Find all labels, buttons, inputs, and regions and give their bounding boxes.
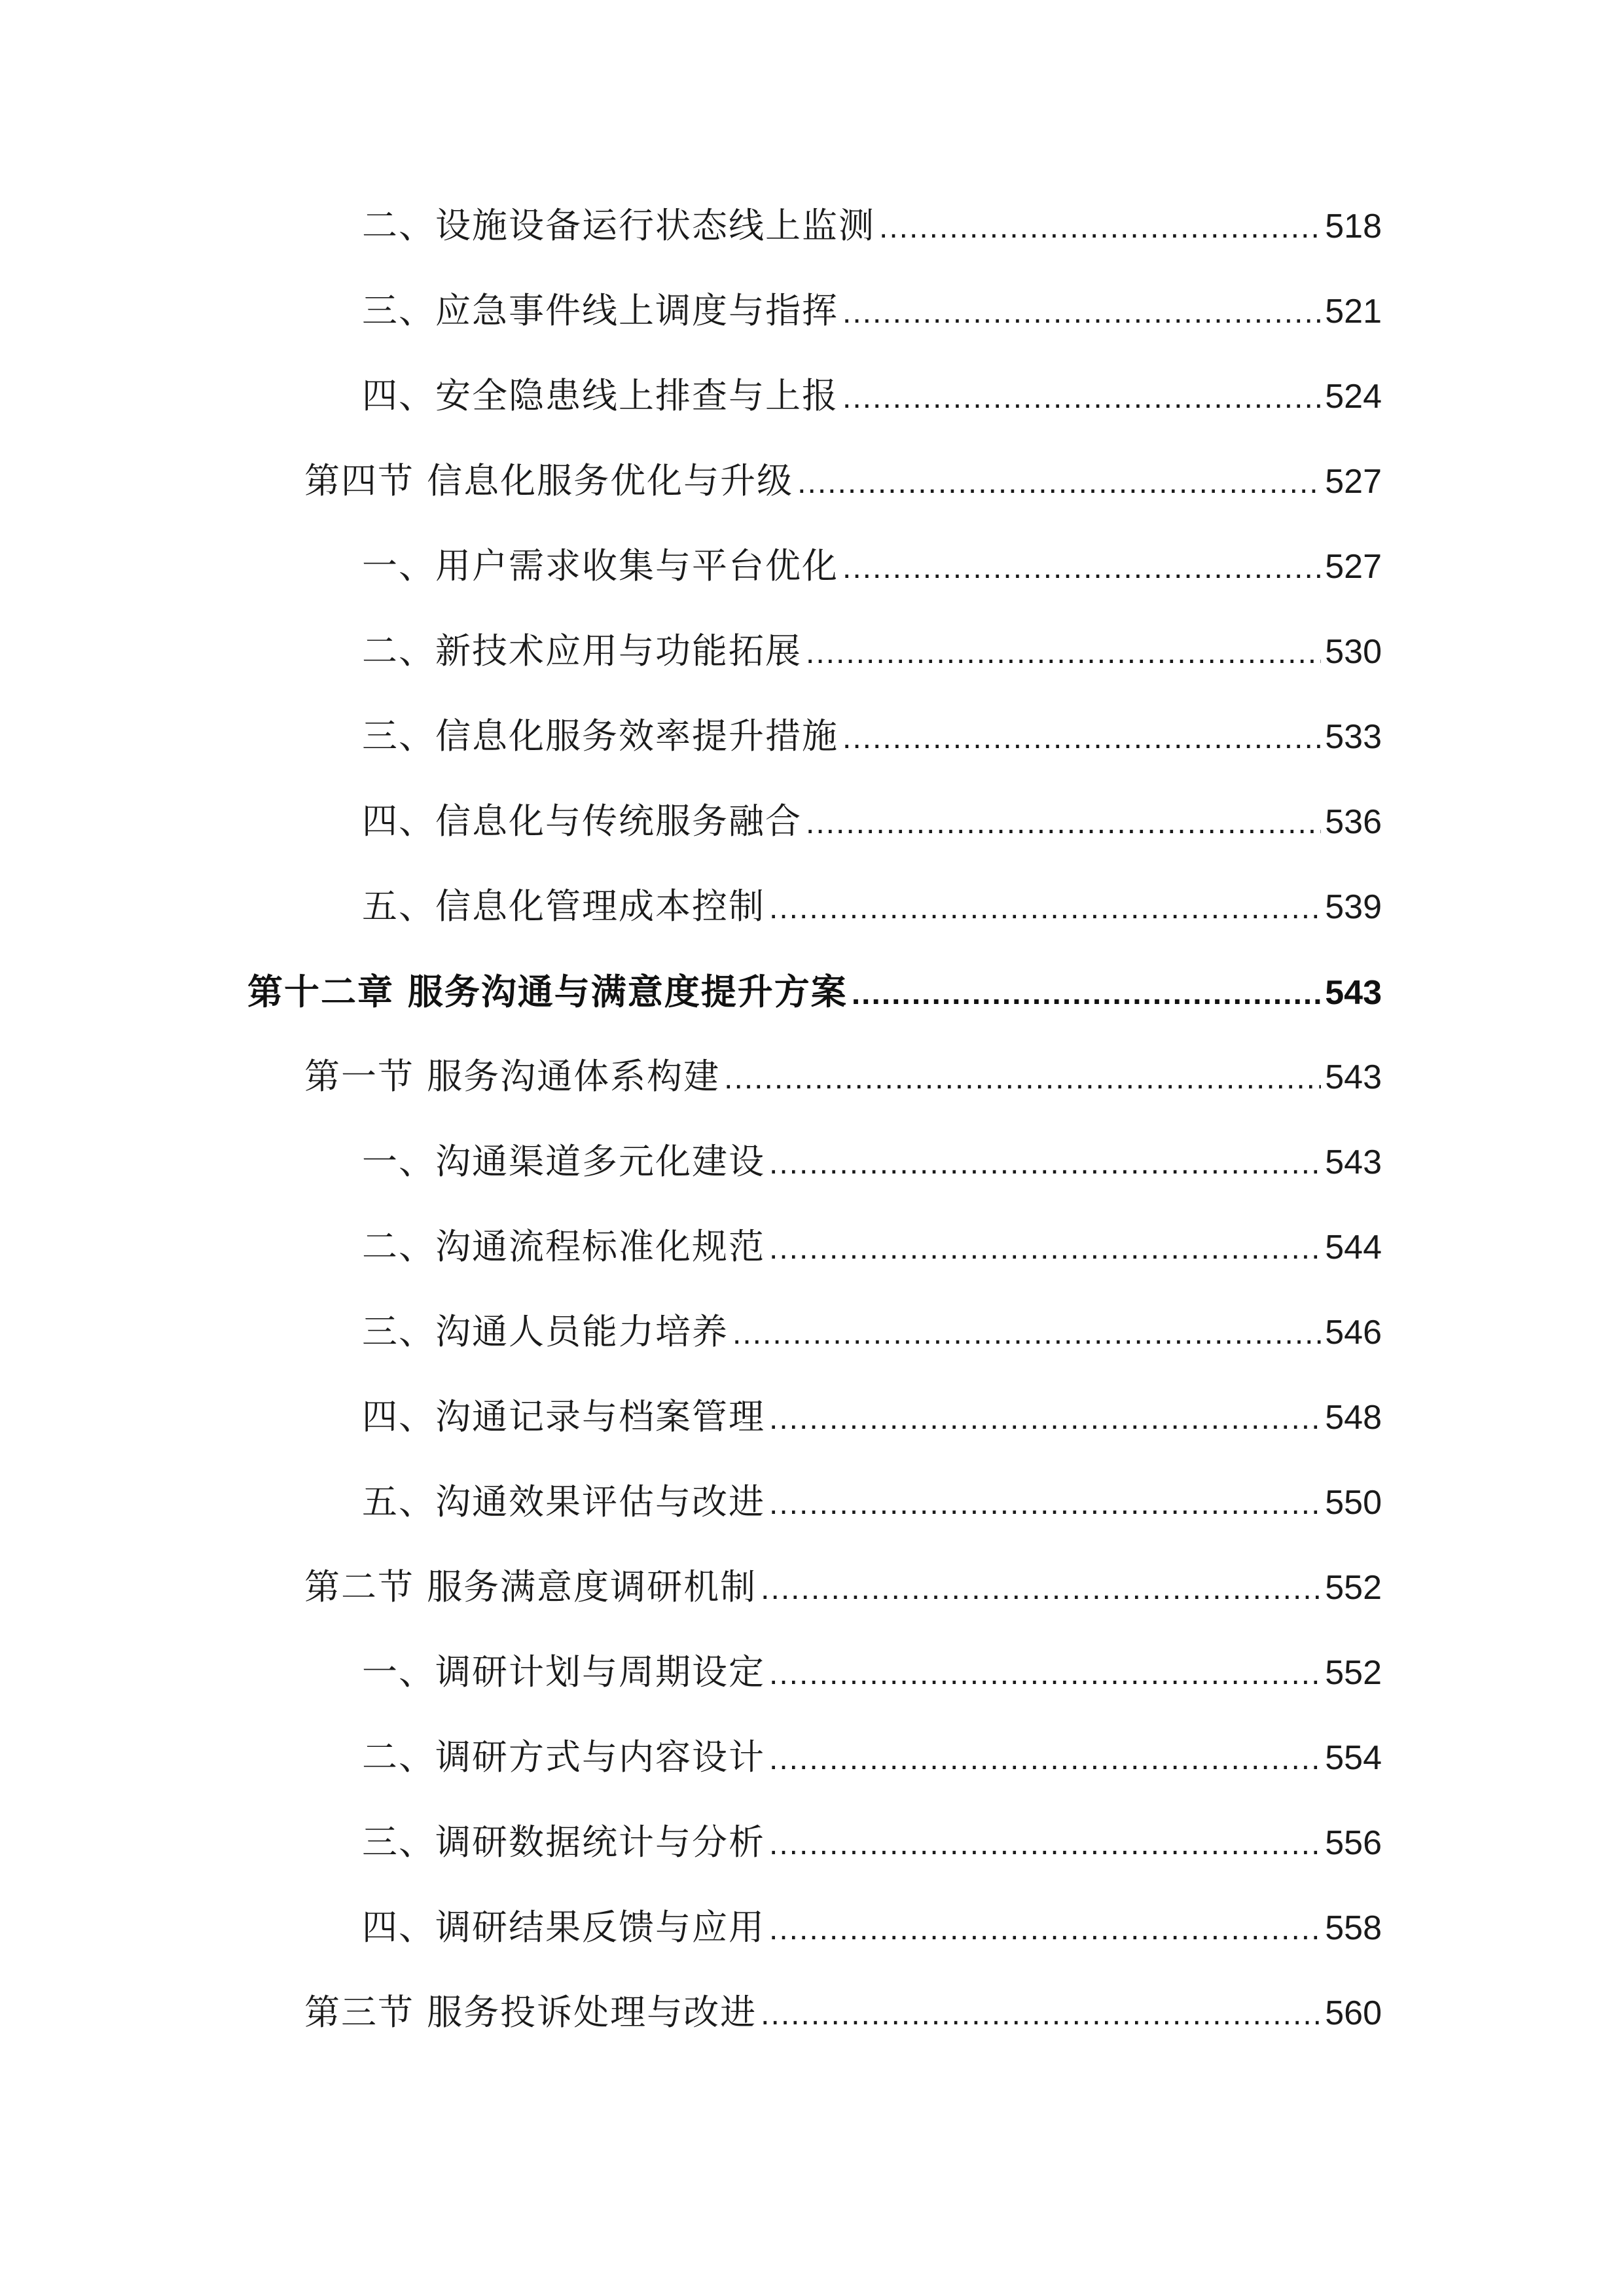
toc-dot-leader: [842, 283, 1321, 342]
toc-page-number: 543: [1325, 974, 1382, 1012]
toc-page-number: 543: [1325, 1058, 1382, 1096]
toc-entry-title: 四、安全隐患线上排查与上报: [362, 375, 839, 416]
toc-page-number: 552: [1325, 1569, 1382, 1607]
toc-page-number: 560: [1325, 1994, 1382, 2032]
toc-entry-title: 四、调研结果反馈与应用: [362, 1907, 765, 1948]
toc-dot-leader: [769, 1645, 1321, 1704]
toc-page-number: 539: [1325, 888, 1382, 926]
toc-entry-title: 第一节 服务沟通体系构建: [304, 1056, 721, 1097]
toc-entry[interactable]: [362, 877, 1382, 936]
toc-entry[interactable]: [362, 1132, 1382, 1191]
toc-entry-title: 第二节 服务满意度调研机制: [304, 1566, 757, 1607]
toc-dot-leader: [879, 198, 1321, 257]
toc-dot-leader: [769, 879, 1321, 938]
toc-dot-leader: [732, 1304, 1321, 1363]
toc-entry[interactable]: [362, 281, 1382, 340]
toc-entry[interactable]: [362, 622, 1382, 681]
toc-dot-leader: [842, 368, 1321, 427]
toc-entry[interactable]: [304, 1047, 1382, 1106]
toc-page-number: 550: [1325, 1484, 1382, 1522]
toc-page-number: 546: [1325, 1314, 1382, 1352]
toc-entry[interactable]: [362, 1302, 1382, 1361]
toc-dot-leader: [769, 1900, 1321, 1959]
toc-dot-leader: [769, 1815, 1321, 1874]
toc-page-number: 533: [1325, 718, 1382, 756]
toc-dot-leader: [842, 539, 1321, 598]
toc-entry[interactable]: [362, 1473, 1382, 1532]
toc-page-number: 524: [1325, 378, 1382, 416]
toc-entry-title: 三、应急事件线上调度与指挥: [362, 290, 839, 331]
toc-entry[interactable]: [304, 1558, 1382, 1617]
toc-entry-title: 第三节 服务投诉处理与改进: [304, 1992, 757, 2033]
toc-dot-leader: [797, 454, 1321, 512]
toc-dot-leader: [806, 624, 1321, 683]
toc-page-number: 543: [1325, 1143, 1382, 1181]
toc-entry-title: 一、沟通渠道多元化建设: [362, 1141, 765, 1182]
toc-page-number: 530: [1325, 633, 1382, 671]
toc-entry-title: 四、信息化与传统服务融合: [362, 800, 802, 842]
toc-dot-leader: [761, 1560, 1321, 1619]
toc-entry[interactable]: [362, 1898, 1382, 1957]
toc-entry-title: 二、新技术应用与功能拓展: [362, 630, 802, 672]
toc-page-number: 558: [1325, 1909, 1382, 1947]
toc-entry[interactable]: [362, 1388, 1382, 1446]
toc-page-number: 556: [1325, 1824, 1382, 1862]
toc-dot-leader: [769, 1475, 1321, 1534]
toc-dot-leader: [769, 1730, 1321, 1789]
toc-entry[interactable]: [362, 792, 1382, 851]
toc-entry[interactable]: [362, 537, 1382, 596]
toc-entry-title: 二、设施设备运行状态线上监测: [362, 205, 875, 246]
toc-page-number: 518: [1325, 207, 1382, 245]
toc-page-number: 527: [1325, 463, 1382, 501]
toc-entry-title: 五、沟通效果评估与改进: [362, 1481, 765, 1522]
toc-dot-leader: [724, 1049, 1321, 1108]
toc-entry-title: 三、沟通人员能力培养: [362, 1311, 729, 1352]
toc-dot-leader: [769, 1134, 1321, 1193]
toc-dot-leader: [769, 1219, 1321, 1278]
toc-entry-title: 五、信息化管理成本控制: [362, 886, 765, 927]
toc-entry-title: 一、用户需求收集与平台优化: [362, 545, 839, 586]
toc-entry-title: 三、信息化服务效率提升措施: [362, 715, 839, 757]
toc-entry[interactable]: [247, 962, 1382, 1021]
toc-entry-title: 四、沟通记录与档案管理: [362, 1396, 765, 1437]
toc-entry-title: 一、调研计划与周期设定: [362, 1651, 765, 1693]
toc-entry-title: 二、调研方式与内容设计: [362, 1736, 765, 1778]
toc-entry[interactable]: [362, 1643, 1382, 1702]
toc-entry[interactable]: [304, 452, 1382, 511]
toc-page-number: 552: [1325, 1654, 1382, 1692]
toc-dot-leader: [842, 709, 1321, 768]
toc-entry[interactable]: [362, 1217, 1382, 1276]
toc-page-number: 548: [1325, 1399, 1382, 1437]
toc-entry[interactable]: [362, 1728, 1382, 1787]
toc-entry[interactable]: [362, 367, 1382, 425]
toc-dot-leader: [806, 794, 1321, 853]
toc-entry-title: 二、沟通流程标准化规范: [362, 1226, 765, 1267]
toc-entry-title: 第十二章 服务沟通与满意度提升方案: [247, 971, 848, 1013]
toc-page-number: 544: [1325, 1229, 1382, 1266]
toc-entry[interactable]: [362, 196, 1382, 255]
toc-entry[interactable]: [362, 1813, 1382, 1872]
toc-page-number: 554: [1325, 1739, 1382, 1777]
toc-dot-leader: [761, 1985, 1321, 2044]
toc-page-number: 521: [1325, 293, 1382, 331]
toc-page-number: 527: [1325, 548, 1382, 586]
toc-entry-title: 三、调研数据统计与分析: [362, 1821, 765, 1863]
toc-entry-title: 第四节 信息化服务优化与升级: [304, 460, 794, 501]
toc-page-number: 536: [1325, 803, 1382, 841]
toc-dot-leader: [769, 1390, 1321, 1448]
toc-entry[interactable]: [304, 1983, 1382, 2042]
toc-dot-leader: [852, 965, 1321, 1024]
toc-entry[interactable]: [362, 707, 1382, 766]
